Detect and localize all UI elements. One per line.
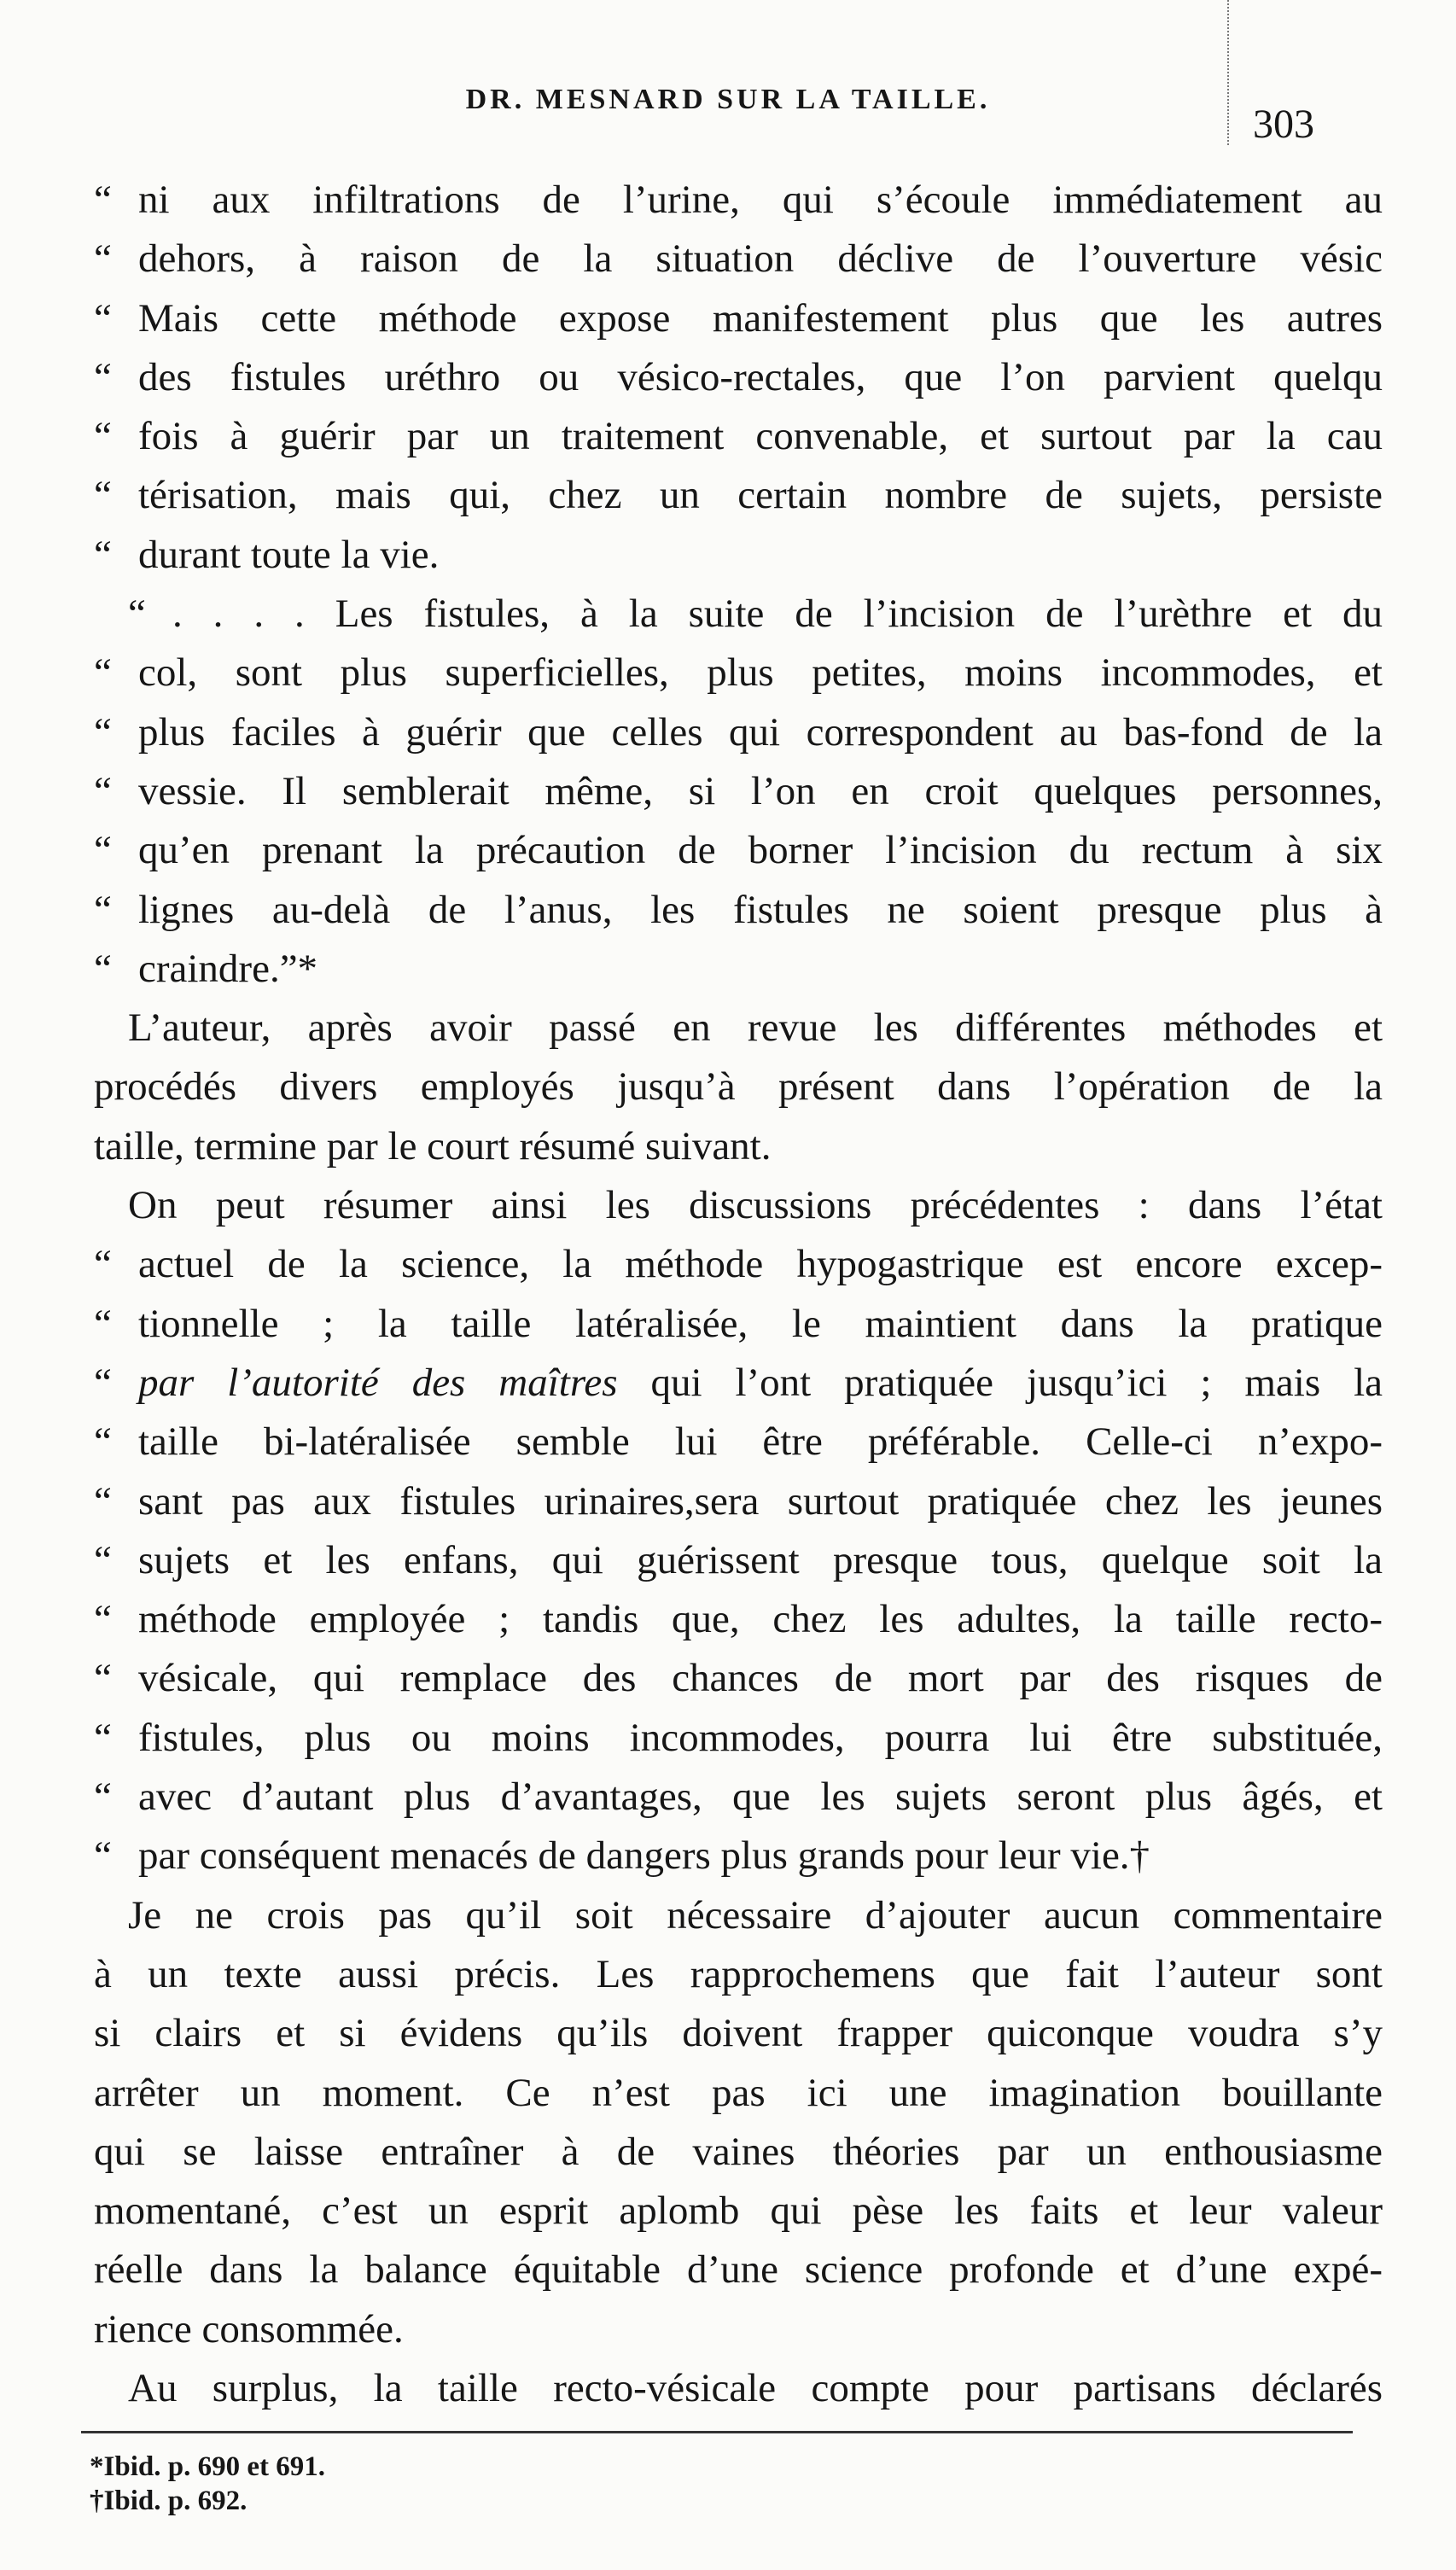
text-line [94,171,1383,230]
quote-mark: “ [128,592,146,637]
text-line [94,1235,1383,1294]
quote-mark: “ [94,650,112,696]
line-text: si clairs et si évidens qu’ils doivent frapper quiconque voudra s’y [94,2011,1383,2056]
text-line [94,1590,1383,1649]
quote-mark: “ [94,295,112,341]
quote-mark: “ [94,768,112,813]
quote-mark: “ [94,532,112,577]
quote-mark: “ [94,236,112,282]
text-line [94,821,1383,880]
line-text: vessie. Il semblerait même, si l’on en croit quelques personnes, [138,768,1383,813]
line-text: qui se laisse entraîner à de vaines théories par un enthousiasme [94,2129,1383,2174]
text-line [94,1413,1383,1471]
quote-mark: “ [94,709,112,755]
text-line [94,1886,1383,1945]
text-line [94,230,1383,288]
running-title: DR. MESNARD SUR LA TAILLE. [465,84,991,115]
text-line [94,2241,1383,2299]
line-text: L’auteur, après avoir passé en revue les différentes méthodes et [128,1005,1383,1051]
text-line [94,2182,1383,2241]
text-line [94,940,1383,999]
text-line [94,2064,1383,2123]
text-line [94,585,1383,644]
quote-mark: “ [94,828,112,873]
line-text: vésicale, qui remplace des chances de mort par des risques de [138,1656,1383,1701]
quote-mark: “ [94,1775,112,1820]
line-text: tionnelle ; la taille latéralisée, le maintient dans la pratique [138,1301,1383,1346]
text-line [94,644,1383,702]
line-text: ni aux infiltrations de l’urine, qui s’écoule immédiatement au [138,178,1383,222]
line-text: dehors, à raison de la situation déclive de l’ouverture vésic [138,236,1383,282]
quote-mark: “ [94,414,112,459]
line-text: lignes au-delà de l’anus, les fistules ne soient presque plus à [138,887,1383,932]
line-text: . . . . Les fistules, à la suite de l’incision de l’urèthre et du [172,592,1383,637]
text-line [94,2004,1383,2063]
quote-mark: “ [94,1242,112,1287]
text-line [94,2359,1383,2418]
line-text: rience consommée. [94,2306,404,2351]
line-text: avec d’autant plus d’avantages, que les sujets seront plus âgés, et [138,1775,1383,1820]
text-line [94,348,1383,407]
text-line [94,466,1383,525]
text-line [94,1295,1383,1354]
line-text: sujets et les enfans, qui guérissent presque tous, quelque soit la [138,1537,1383,1582]
line-text: Je ne crois pas qu’il soit nécessaire d’ajouter aucun commentaire [128,1892,1383,1938]
text-line [94,1531,1383,1590]
text-line [94,289,1383,348]
line-text: qu’en prenant la précaution de borner l’incision du rectum à six [138,828,1383,873]
line-text: durant toute la vie. [138,532,440,577]
footnote-2: †Ibid. p. 692. [90,2485,248,2516]
line-text: momentané, c’est un esprit aplomb qui pèse les faits et leur valeur [94,2188,1383,2234]
quote-mark: “ [94,1419,112,1465]
text-line [94,407,1383,466]
line-text: fistules, plus ou moins incommodes, pourra lui être substituée, [138,1715,1383,1760]
footnotes [90,2450,325,2518]
quote-mark: “ [94,1715,112,1760]
text-line [94,1709,1383,1768]
text-line [94,2123,1383,2182]
text-line [94,1472,1383,1531]
quote-mark: “ [94,1537,112,1582]
margin-mark [1227,0,1231,145]
line-text: arrêter un moment. Ce n’est pas ici une imagination bouillante [94,2070,1383,2115]
footnote-rule [81,2431,1353,2433]
text-line [94,999,1383,1058]
quote-mark: “ [94,1597,112,1642]
text-line [94,1176,1383,1235]
text-line [94,2300,1383,2359]
quote-mark: “ [94,887,112,932]
body-text [94,171,1383,2418]
text-line [94,1058,1383,1116]
page-number: 303 [1253,102,1314,147]
quote-mark: “ [94,473,112,518]
line-text: fois à guérir par un traitement convenable, et surtout par la cau [138,414,1383,459]
quote-mark: “ [94,1656,112,1701]
text-line [94,1354,1383,1413]
italic-phrase: par l’autorité des maîtres [138,1360,618,1405]
text-line [94,881,1383,940]
quote-mark: “ [94,178,112,222]
footnote-1: *Ibid. p. 690 et 691. [90,2451,325,2482]
text-line [94,526,1383,585]
line-text: qui l’ont pratiquée jusqu’ici ; mais la [617,1360,1383,1405]
quote-mark: “ [94,946,112,991]
quote-mark: “ [94,1301,112,1346]
quote-mark: “ [94,1833,112,1879]
line-text: Au surplus, la taille recto-vésicale compte pour partisans déclarés [128,2365,1383,2410]
line-text: procédés divers employés jusqu’à présent dans l’opération de la [94,1064,1383,1110]
line-text: méthode employée ; tandis que, chez les adultes, la taille recto- [138,1597,1383,1642]
line-text: On peut résumer ainsi les discussions précédentes : dans l’état [128,1183,1383,1228]
line-text: des fistules uréthro ou vésico-rectales, que l’on parvient quelqu [138,354,1383,399]
line-text: taille, termine par le court résumé suivant. [94,1123,772,1168]
quote-mark: “ [94,1478,112,1524]
quote-mark: “ [94,1360,112,1405]
line-text: par conséquent menacés de dangers plus grands pour leur vie.† [138,1833,1150,1879]
quote-mark: “ [94,354,112,399]
text-line [94,1945,1383,2004]
text-line [94,1768,1383,1827]
line-text: col, sont plus superficielles, plus petites, moins incommodes, et [138,650,1383,696]
line-text: taille bi-latéralisée semble lui être préférable. Celle-ci n’expo- [138,1419,1383,1465]
line-text: sant pas aux fistules urinaires,sera surtout pratiquée chez les jeunes [138,1478,1383,1524]
text-line [94,762,1383,821]
line-text: craindre.”* [138,946,318,991]
text-line [94,1649,1383,1708]
text-line [94,703,1383,762]
line-text: à un texte aussi précis. Les rapprochemens que fait l’auteur sont [94,1951,1383,1996]
line-text: actuel de la science, la méthode hypogastrique est encore excep- [138,1242,1383,1287]
text-line [94,1827,1383,1885]
line-text: réelle dans la balance équitable d’une science profonde et d’une expé- [94,2247,1383,2293]
line-text: plus faciles à guérir que celles qui correspondent au bas-fond de la [138,709,1383,755]
line-text: Mais cette méthode expose manifestement plus que les autres [138,295,1383,341]
text-line [94,1117,1383,1176]
line-text: térisation, mais qui, chez un certain nombre de sujets, persiste [138,473,1383,518]
